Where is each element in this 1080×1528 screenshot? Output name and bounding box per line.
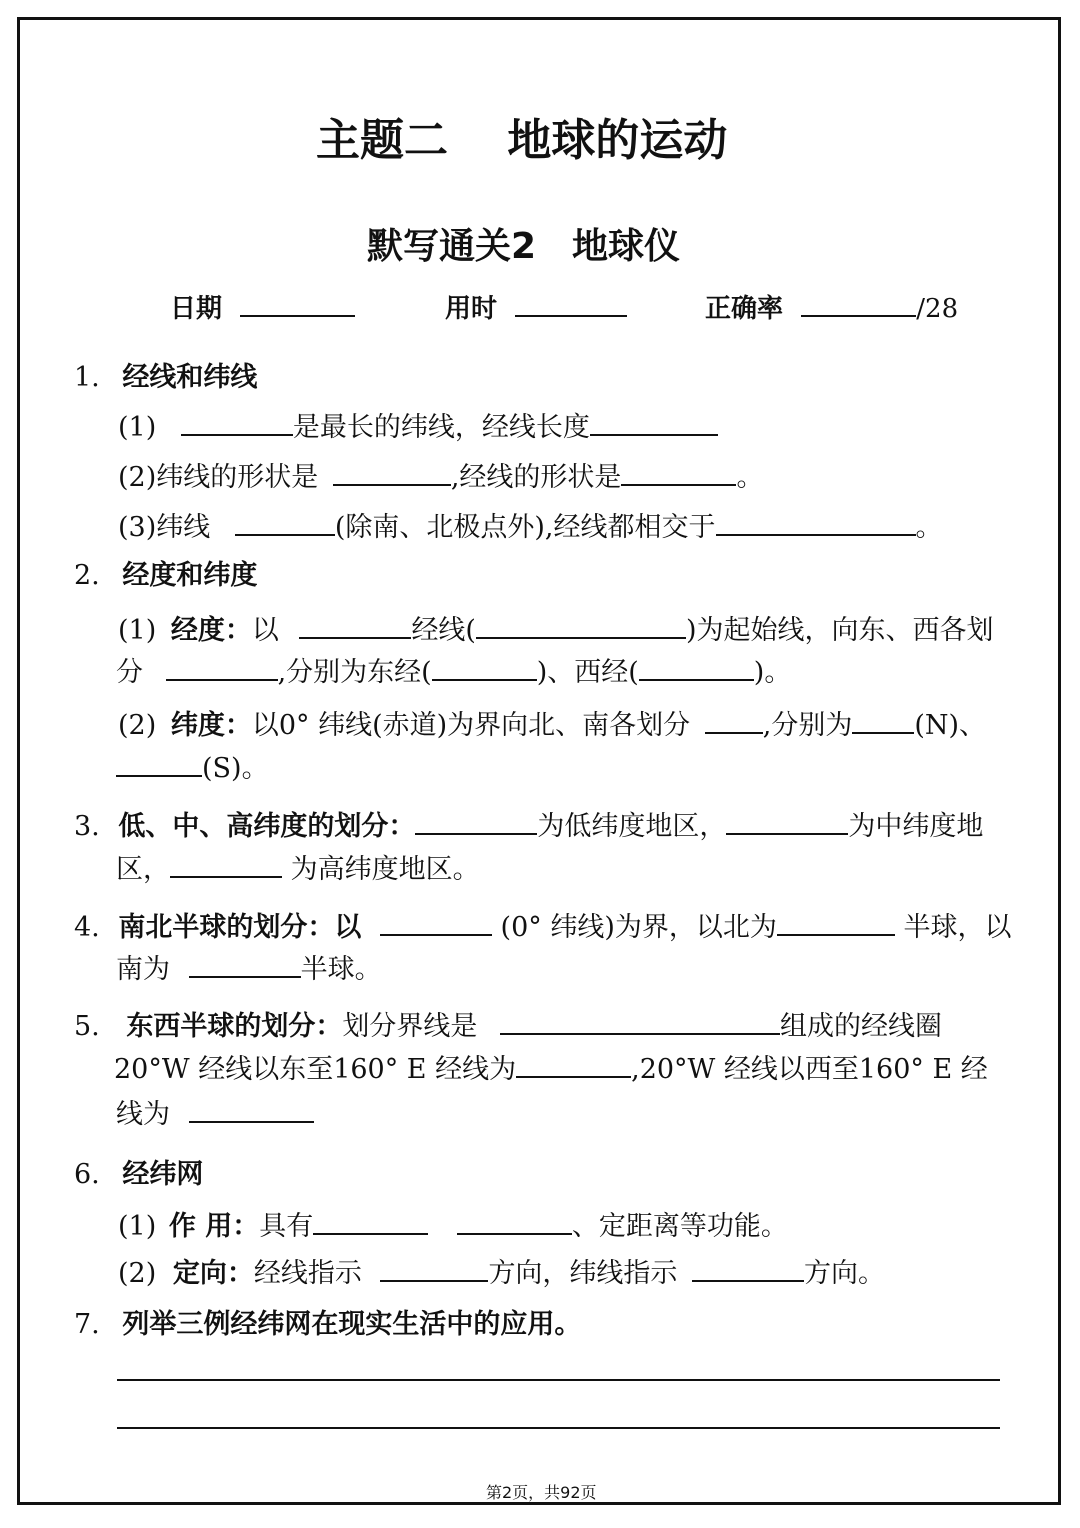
q6-p2-blank2[interactable] xyxy=(692,1258,804,1282)
q1-p2-text-a: 纬线的形状是 xyxy=(156,462,319,493)
q4-number: 4. xyxy=(74,912,100,943)
q2-p1-line2-a: 分 xyxy=(116,657,143,688)
q3-blank2[interactable] xyxy=(726,811,848,835)
q3-blank1[interactable] xyxy=(415,811,537,835)
date-label: 日期 xyxy=(170,294,223,324)
q4-text-b: 半球，以 xyxy=(903,912,1012,943)
q3-text-a: 为低纬度地区， xyxy=(537,811,727,842)
q6-p1-text-a: 具有 xyxy=(259,1211,314,1242)
q5-text-b: 组成的经线圈 xyxy=(779,1011,942,1042)
q3-number: 3. xyxy=(74,811,100,842)
accuracy-blank[interactable] xyxy=(801,293,916,317)
q6-p1-blank2[interactable] xyxy=(457,1211,572,1235)
q6-p2-text-c: 方向。 xyxy=(804,1258,886,1289)
q2-p1-line2-d: )。 xyxy=(753,657,792,688)
q4-blank3[interactable] xyxy=(189,954,301,978)
q6-p2-text-b: 方向，纬线指示 xyxy=(488,1258,678,1289)
q1-p2-end: 。 xyxy=(736,462,764,493)
q2-p1-blank2[interactable] xyxy=(476,615,686,639)
q1-title: 经线和纬线 xyxy=(122,362,258,393)
q7-title: 列举三例经纬网在现实生活中的应用。 xyxy=(122,1309,582,1340)
q5-line1 xyxy=(74,1004,942,1043)
q2-p1-blank1[interactable] xyxy=(299,615,411,639)
q4-blank1[interactable] xyxy=(380,912,492,936)
q6-part1 xyxy=(118,1204,788,1243)
q6-p1-text-b: 、定距离等功能。 xyxy=(571,1211,788,1242)
subtitle: 默写通关2 地球仪 xyxy=(367,226,681,267)
page-footer: 第2页，共92页 xyxy=(486,1483,597,1502)
time-blank[interactable] xyxy=(515,293,627,317)
q2-number: 2. xyxy=(74,560,100,591)
q5-line3-a: 线为 xyxy=(116,1099,170,1130)
q2-p1-blank5[interactable] xyxy=(639,657,754,681)
q6-p2-blank1[interactable] xyxy=(380,1258,488,1282)
q6-p2-label: (2) xyxy=(118,1258,157,1289)
q6-p1-bold: 作 用： xyxy=(168,1211,260,1242)
q2-p1-text-b: 经线( xyxy=(411,615,476,646)
time-row xyxy=(445,288,627,325)
q2-title: 经度和纬度 xyxy=(122,560,258,591)
q4-text-a: (0° 纬线)为界，以北为 xyxy=(500,912,777,943)
q1-p3-blank1[interactable] xyxy=(235,512,335,536)
q1-p3-end: 。 xyxy=(915,512,943,543)
q4-line2-a: 南为 xyxy=(116,954,170,985)
q5-blank3[interactable] xyxy=(189,1099,314,1123)
q2-p1-blank3[interactable] xyxy=(166,657,278,681)
q2-part1-line2 xyxy=(116,650,791,689)
q1-part2 xyxy=(118,455,763,494)
q1-p3-text-a: 纬线 xyxy=(156,512,211,543)
q2-p1-blank4[interactable] xyxy=(432,657,537,681)
q6-title: 经纬网 xyxy=(122,1159,204,1190)
accuracy-row xyxy=(705,288,958,325)
q3-line2 xyxy=(116,847,480,886)
q2-p1-label: (1) xyxy=(118,615,157,646)
q2-part2-line1 xyxy=(118,703,986,742)
q6-p1-label: (1) xyxy=(118,1211,157,1242)
q2-p2-text-a: 以0° 纬线(赤道)为界向北、南各划分 xyxy=(251,710,691,741)
q6-p2-bold: 定向： xyxy=(172,1258,254,1289)
q2-p2-bold: 纬度： xyxy=(170,710,252,741)
q2-p2-text-b: ,分别为 xyxy=(762,710,853,741)
q2-p2-text-c: (N)、 xyxy=(914,710,987,741)
q1-heading xyxy=(74,355,257,394)
q2-p2-line2: (S)。 xyxy=(202,753,269,784)
q1-p1-blank1[interactable] xyxy=(181,412,293,436)
q3-line2-b: 为高纬度地区。 xyxy=(290,854,480,885)
q1-p1-blank2[interactable] xyxy=(590,412,718,436)
q7-answer-line-1[interactable] xyxy=(117,1379,1000,1381)
q2-part2-line2 xyxy=(116,746,269,785)
accuracy-label: 正确率 xyxy=(705,294,784,324)
accuracy-total: /28 xyxy=(916,294,959,324)
q1-p2-blank1[interactable] xyxy=(333,462,451,486)
q7-heading xyxy=(74,1302,581,1341)
q3-text-b: 为中纬度地 xyxy=(848,811,984,842)
q1-p2-blank2[interactable] xyxy=(621,462,736,486)
q7-number: 7. xyxy=(74,1309,100,1340)
q5-blank1[interactable] xyxy=(500,1011,780,1035)
q5-text-a: 划分界线是 xyxy=(342,1011,478,1042)
q2-part1-line1 xyxy=(118,608,994,647)
q6-p1-blank1[interactable] xyxy=(313,1211,428,1235)
q5-line3 xyxy=(116,1092,314,1131)
q1-p2-text-b: ,经线的形状是 xyxy=(450,462,622,493)
q5-blank2[interactable] xyxy=(516,1054,631,1078)
q2-p2-label: (2) xyxy=(118,710,157,741)
meta-row xyxy=(170,288,355,325)
q1-number: 1. xyxy=(74,362,100,393)
q6-p2-text-a: 经线指示 xyxy=(253,1258,362,1289)
q6-number: 6. xyxy=(74,1159,100,1190)
q4-bold: 南北半球的划分：以 xyxy=(118,912,362,943)
q1-p3-label: (3) xyxy=(118,512,157,543)
q6-heading xyxy=(74,1152,203,1191)
q5-bold: 东西半球的划分： xyxy=(126,1011,343,1042)
q3-line2-a: 区， xyxy=(116,854,170,885)
q2-p1-text-a: 以 xyxy=(251,615,279,646)
q4-blank2[interactable] xyxy=(777,912,895,936)
q2-p1-line2-b: ,分别为东经( xyxy=(277,657,432,688)
q1-p3-text-b: (除南、北极点外),经线都相交于 xyxy=(334,512,716,543)
q2-p1-line2-c: )、西经( xyxy=(536,657,639,688)
q2-p2-blank2[interactable] xyxy=(852,710,914,734)
date-blank[interactable] xyxy=(240,293,355,317)
q4-line2 xyxy=(116,947,382,986)
q2-heading xyxy=(74,553,257,592)
q5-line2-b: ,20°W 经线以西至160° E 经 xyxy=(631,1054,988,1085)
q7-answer-line-2[interactable] xyxy=(117,1427,1000,1429)
q5-line2 xyxy=(114,1047,988,1086)
q4-line1 xyxy=(74,905,1011,944)
q5-number: 5. xyxy=(74,1011,100,1042)
q1-part3 xyxy=(118,505,943,544)
q3-blank3[interactable] xyxy=(170,854,282,878)
main-title: 主题二 地球的运动 xyxy=(316,115,728,166)
q2-p2-blank1[interactable] xyxy=(705,710,763,734)
q4-line2-b: 半球。 xyxy=(300,954,382,985)
q1-p3-blank2[interactable] xyxy=(716,512,916,536)
q3-bold: 低、中、高纬度的划分： xyxy=(118,811,416,842)
q1-p2-label: (2) xyxy=(118,462,157,493)
q2-p2-blank3[interactable] xyxy=(116,753,202,777)
q5-line2-a: 20°W 经线以东至160° E 经线为 xyxy=(114,1054,517,1085)
q2-p1-text-c: )为起始线，向东、西各划 xyxy=(685,615,994,646)
q3-line1 xyxy=(74,804,983,843)
q1-p1-text: 是最长的纬线，经线长度 xyxy=(292,412,590,443)
q1-part1 xyxy=(118,405,718,444)
q6-part2 xyxy=(118,1251,885,1290)
time-label: 用时 xyxy=(445,294,498,324)
q1-p1-label: (1) xyxy=(118,412,157,443)
q2-p1-bold: 经度： xyxy=(170,615,252,646)
